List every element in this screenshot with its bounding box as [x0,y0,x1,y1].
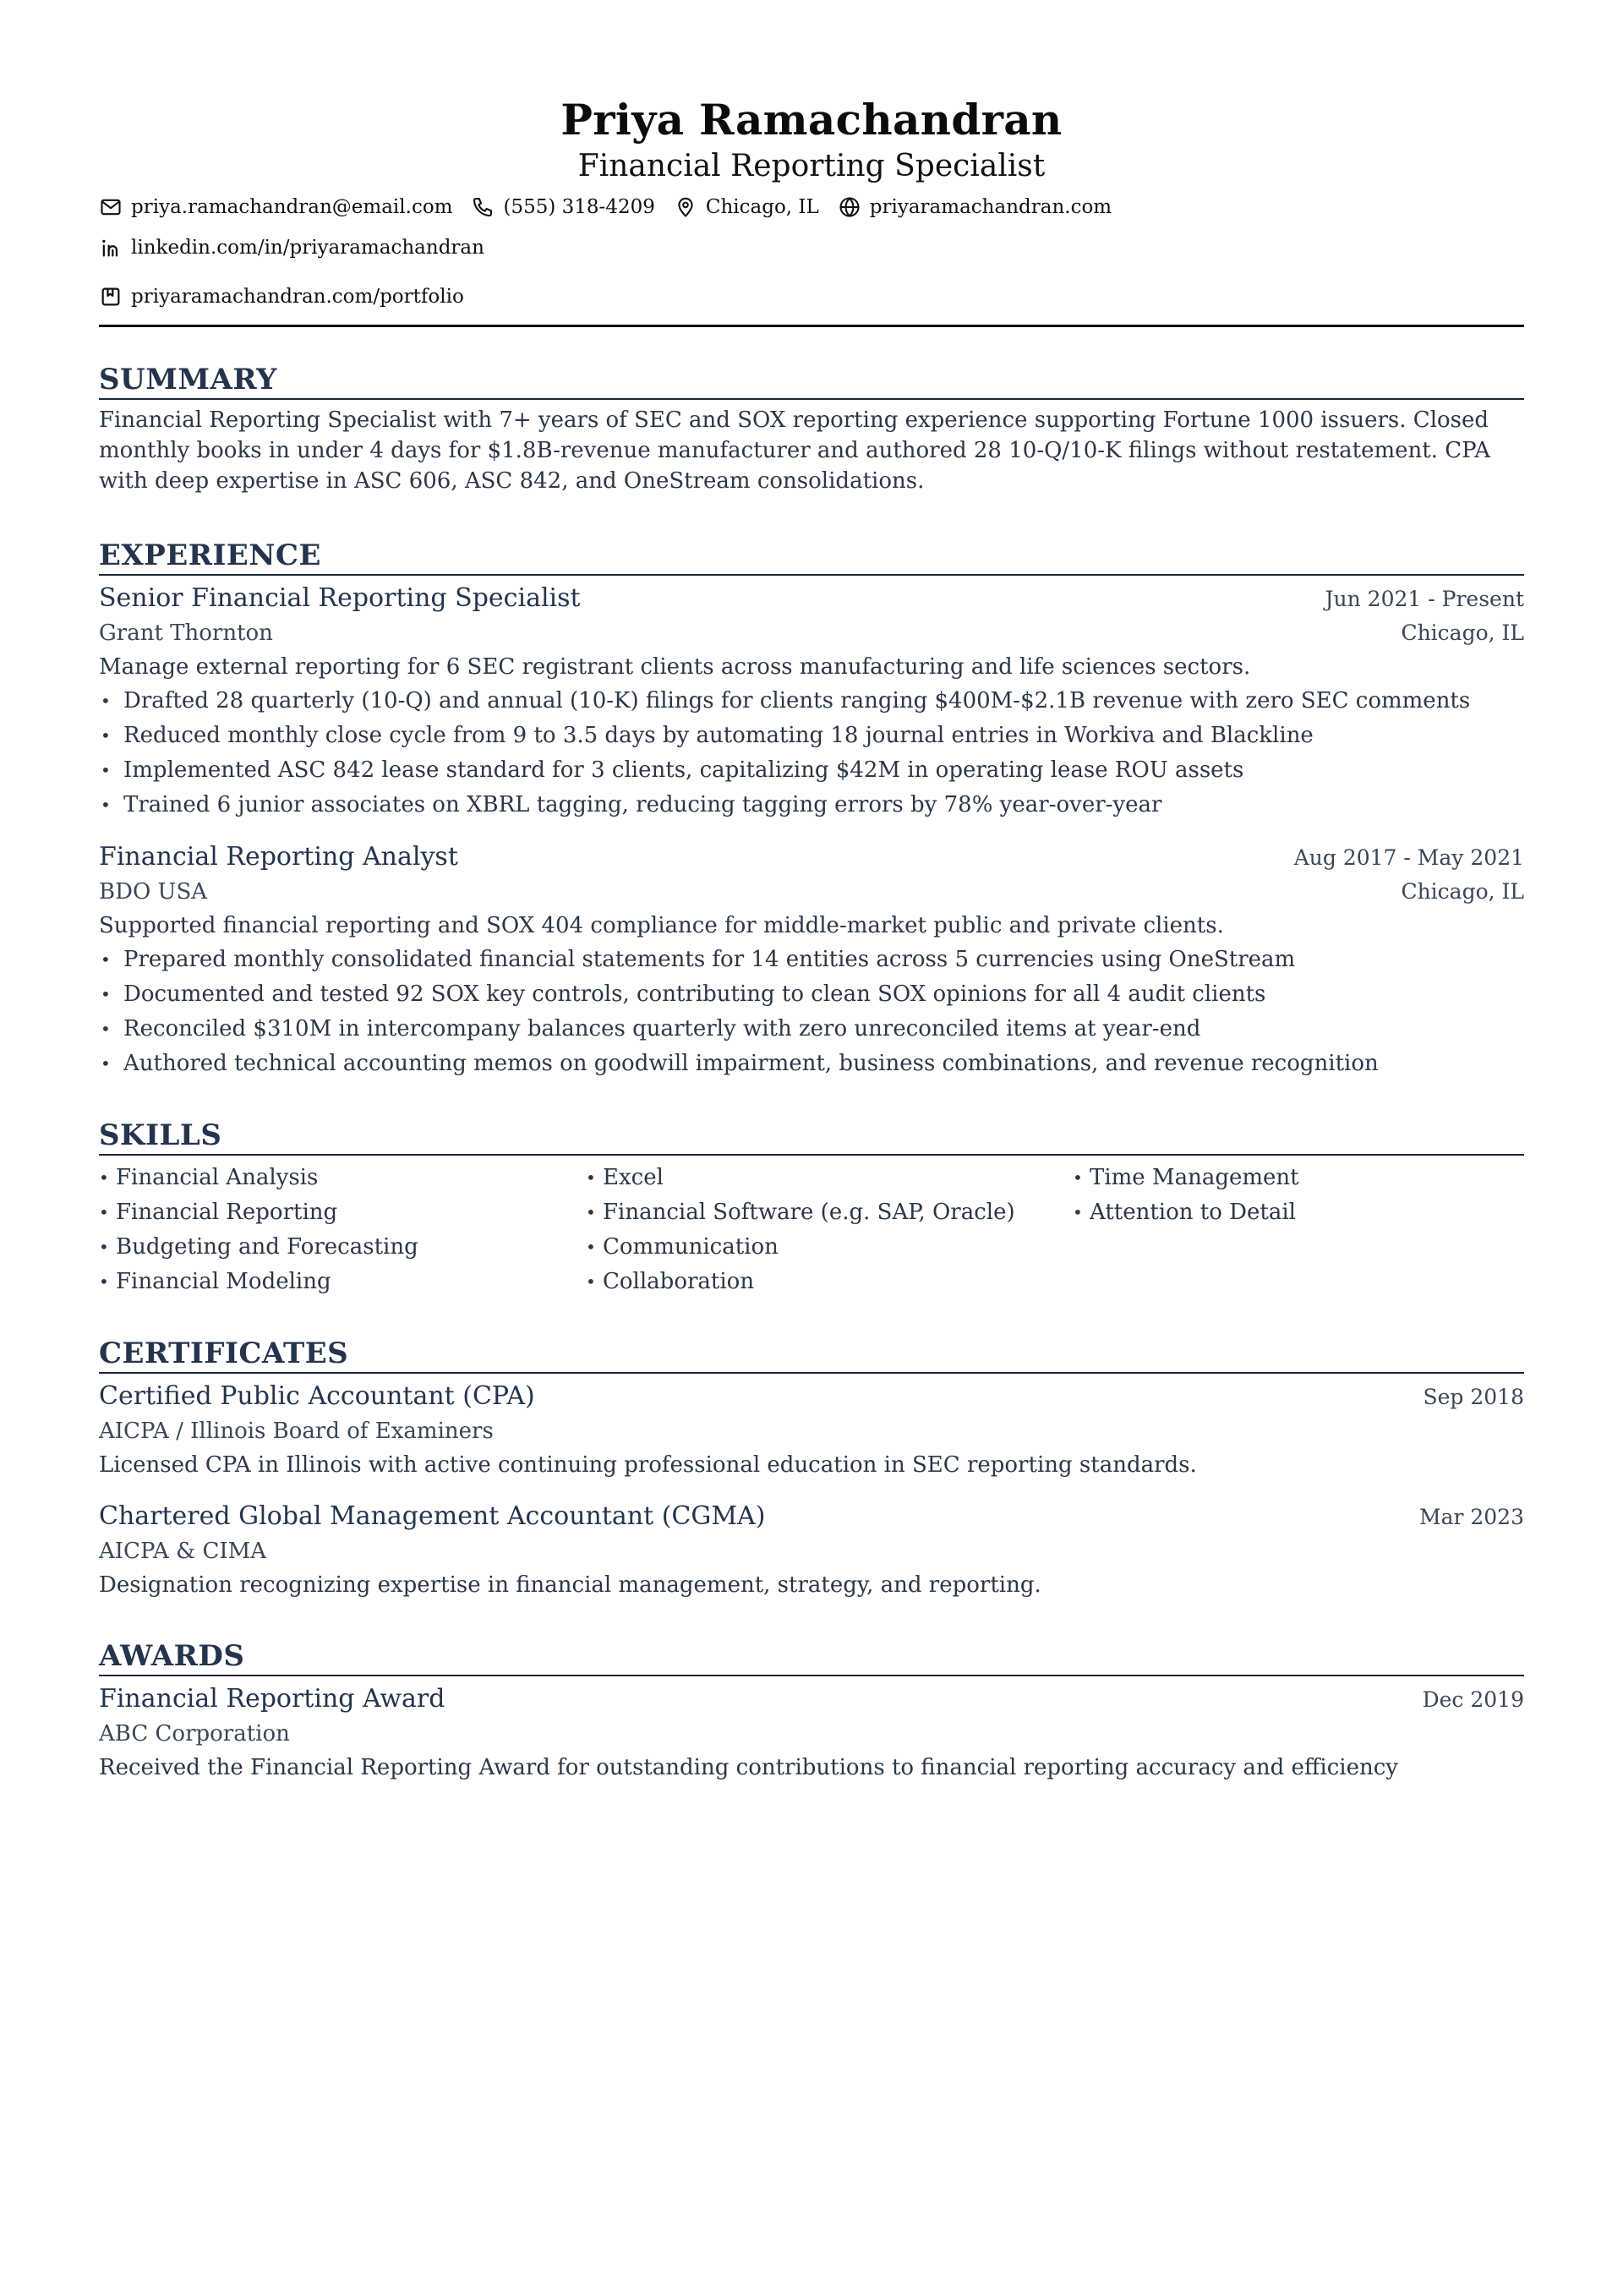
linkedin-icon [99,236,123,260]
certificate-name: Certified Public Accountant (CPA) [99,1381,535,1411]
contact-phone[interactable] [471,191,654,223]
job-company: Grant Thornton [99,620,273,646]
summary-section [99,361,1524,496]
skill-item: • Financial Reporting [99,1195,586,1230]
portfolio-icon [99,285,123,309]
job-entry [99,581,1524,823]
job-location: Chicago, IL [1401,879,1524,904]
skills-divider [99,1154,1524,1156]
skills-column [1073,1161,1524,1299]
job-bullet: • Prepared monthly consolidated financial statements for 14 entities across 5 currencies using OneStream [99,943,1524,977]
awards-heading: AWARDS [99,1639,245,1673]
mail-icon [99,195,123,219]
contact-portfolio-text: priyaramachandran.com/portfolio [131,286,464,308]
contact-website-text: priyaramachandran.com [869,196,1112,218]
phone-icon [471,195,495,219]
certificates-section [99,1335,1524,1602]
contact-location [674,191,819,223]
job-entry [99,839,1524,1081]
certificates-divider [99,1372,1524,1374]
contact-website[interactable] [838,191,1112,223]
contact-portfolio[interactable] [99,281,464,313]
skills-grid [99,1161,1524,1299]
job-location: Chicago, IL [1401,620,1524,645]
certificate-description: Designation recognizing expertise in financial management, strategy, and reporting. [99,1572,1041,1598]
certificate-date: Sep 2018 [1423,1385,1524,1409]
job-description: Manage external reporting for 6 SEC registrant clients across manufacturing and life sciences sectors. [99,654,1251,680]
skills-column [99,1161,586,1299]
award-name: Financial Reporting Award [99,1684,445,1714]
award-description: Received the Financial Reporting Award for outstanding contributions to financial reporting accuracy and efficiency [99,1755,1398,1780]
experience-section [99,537,1524,1081]
certificate-date: Mar 2023 [1418,1505,1524,1529]
skills-heading: SKILLS [99,1118,222,1152]
job-bullet: • Implemented ASC 842 lease standard for 3 clients, capitalizing $42M in operating lease ROU assets [99,753,1524,788]
certificate-name: Chartered Global Management Accountant (CGMA) [99,1501,766,1531]
summary-text: Financial Reporting Specialist with 7+ years of SEC and SOX reporting experience supporting Fortune 1000 issuers. Closed monthly books in under 4 days for $1.8B-revenue manufacturer and authored 28 10-Q/10-K filings without restatement. CPA with deep expertise in ASC 606, ASC 842, and OneStream consolidations. [99,407,1491,494]
awards-divider [99,1675,1524,1676]
job-bullets [99,943,1524,1081]
job-company: BDO USA [99,879,208,905]
skill-item: • Attention to Detail [1073,1195,1524,1230]
awards-section [99,1637,1524,1785]
skill-item: • Financial Analysis [99,1161,586,1195]
skills-column [586,1161,1073,1299]
skill-item: • Time Management [1073,1161,1524,1195]
job-role: Senior Financial Reporting Specialist [99,583,581,613]
skill-item: • Communication [586,1230,1073,1265]
certificates-heading: CERTIFICATES [99,1337,349,1370]
contact-linkedin[interactable] [99,232,484,264]
candidate-title: Financial Reporting Specialist [577,149,1046,183]
job-bullet: • Reduced monthly close cycle from 9 to 3.5 days by automating 18 journal entries in Workiva and Blackline [99,719,1524,753]
job-dates: Aug 2017 - May 2021 [1293,845,1524,870]
job-dates: Jun 2021 - Present [1325,587,1524,611]
experience-divider [99,574,1524,576]
skill-item: • Excel [586,1161,1073,1195]
contact-list [99,191,1524,313]
contact-location-text: Chicago, IL [705,196,819,218]
summary-divider [99,398,1524,400]
award-date: Dec 2019 [1422,1687,1524,1712]
job-bullet: • Reconciled $310M in intercompany balances quarterly with zero unreconciled items at year-end [99,1012,1524,1047]
skill-item: • Financial Software (e.g. SAP, Oracle) [586,1195,1073,1230]
award-entry [99,1681,1524,1785]
globe-icon [838,195,861,219]
resume-header [99,93,1524,327]
job-bullet: • Documented and tested 92 SOX key controls, contributing to clean SOX opinions for all 4 audit clients [99,977,1524,1012]
certificate-description: Licensed CPA in Illinois with active continuing professional education in SEC reporting standards. [99,1452,1197,1478]
job-description: Supported financial reporting and SOX 404 compliance for middle-market public and private clients. [99,913,1224,938]
job-role: Financial Reporting Analyst [99,842,458,872]
location-pin-icon [674,195,697,219]
contact-linkedin-text: linkedin.com/in/priyaramachandran [131,237,484,259]
header-divider [99,325,1524,327]
skills-section [99,1117,1524,1299]
contact-email-text: priya.ramachandran@email.com [131,196,453,218]
certificate-entry [99,1499,1524,1602]
skill-item: • Collaboration [586,1265,1073,1299]
contact-phone-text: (555) 318-4209 [503,196,655,218]
skill-item: • Financial Modeling [99,1265,586,1299]
candidate-name: Priya Ramachandran [560,95,1063,145]
certificate-entry [99,1379,1524,1482]
job-bullet: • Authored technical accounting memos on goodwill impairment, business combinations, and revenue recognition [99,1047,1524,1081]
experience-heading: EXPERIENCE [99,538,321,572]
certificate-issuer: AICPA / Illinois Board of Examiners [99,1419,494,1444]
award-issuer: ABC Corporation [99,1721,290,1747]
summary-heading: SUMMARY [99,363,277,396]
skill-item: • Budgeting and Forecasting [99,1230,586,1265]
job-bullet: • Drafted 28 quarterly (10-Q) and annual (10-K) filings for clients ranging $400M-$2.1B revenue with zero SEC comments [99,684,1524,719]
contact-email[interactable] [99,191,452,223]
job-bullets [99,684,1524,823]
certificate-issuer: AICPA & CIMA [99,1539,267,1564]
job-bullet: • Trained 6 junior associates on XBRL tagging, reducing tagging errors by 78% year-over-year [99,788,1524,823]
